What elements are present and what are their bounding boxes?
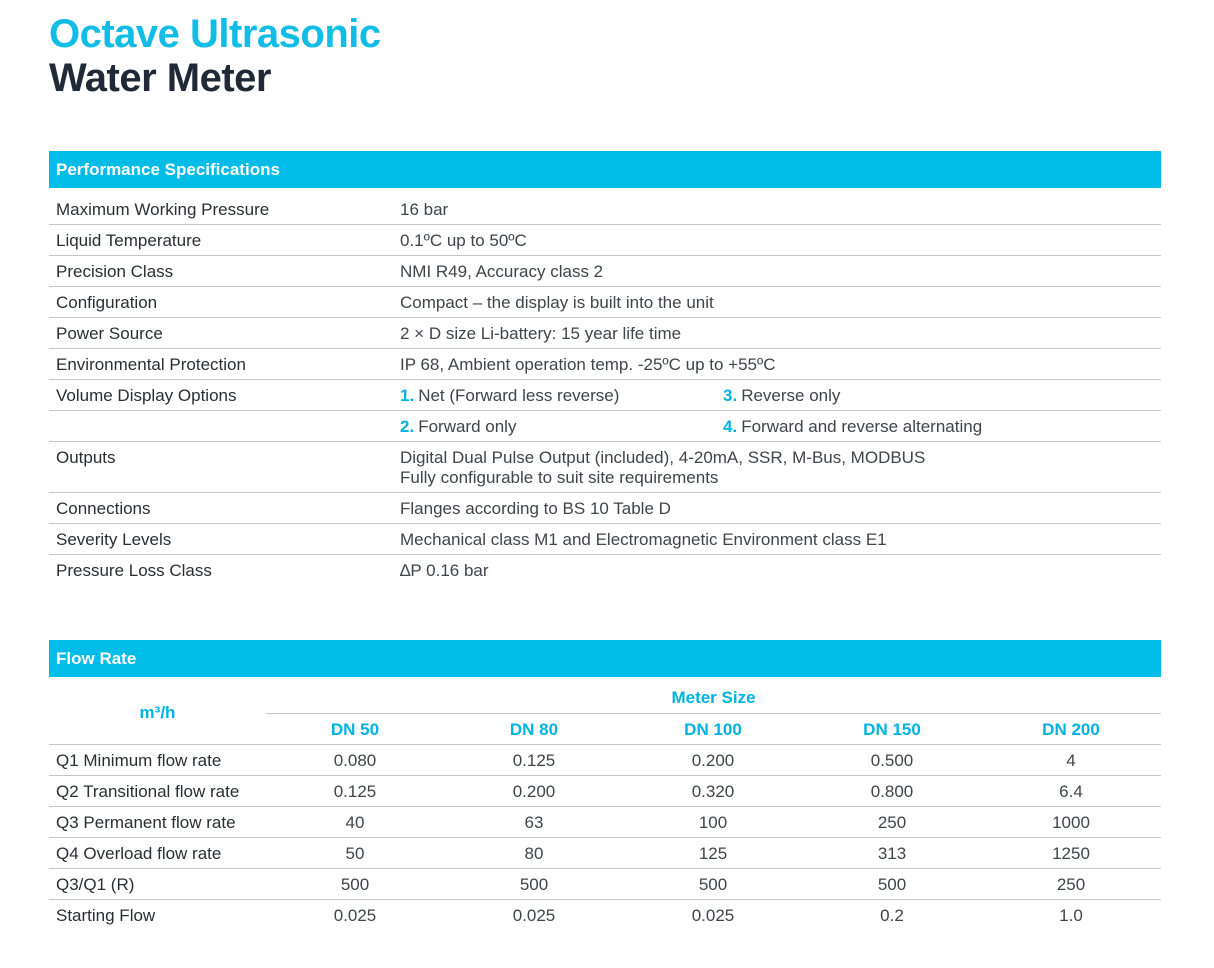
spec-label: Maximum Working Pressure <box>56 200 270 219</box>
flow-cell: 125 <box>698 844 728 863</box>
flow-cell: 0.320 <box>691 782 735 801</box>
option-text: Reverse only <box>741 386 841 405</box>
spec-row <box>49 524 1161 555</box>
flow-cell: 250 <box>1056 875 1086 894</box>
option-number: 3. <box>723 386 738 405</box>
flow-cell: 63 <box>524 813 544 832</box>
flow-row-label: Q3/Q1 (R) <box>56 875 135 894</box>
spec-value: 0.1ºC up to 50ºC <box>400 231 527 250</box>
spec-label: Connections <box>56 499 151 518</box>
flow-cell: 0.800 <box>870 782 914 801</box>
flow-cell: 100 <box>698 813 728 832</box>
spec-label: Volume Display Options <box>56 386 237 405</box>
flow-cell: 1250 <box>1052 844 1090 863</box>
spec-row <box>49 318 1161 349</box>
spec-value: 2 × D size Li-battery: 15 year life time <box>400 324 682 343</box>
flow-cell: 1000 <box>1052 813 1090 832</box>
flow-cell: 0.125 <box>333 782 377 801</box>
volume-display-row-1 <box>49 380 1161 411</box>
spec-label: Environmental Protection <box>56 355 246 374</box>
flow-cell: 0.025 <box>512 906 556 925</box>
spec-row <box>49 194 1161 225</box>
flow-cell: 0.125 <box>512 751 556 770</box>
column-header: DN 80 <box>509 720 559 739</box>
option-number: 4. <box>723 417 738 436</box>
flow-cell: 50 <box>345 844 365 863</box>
volume-option-2 <box>400 417 516 437</box>
flow-cell: 6.4 <box>1059 782 1083 801</box>
title-line-type: Water Meter <box>49 56 271 100</box>
spec-row <box>49 555 1161 585</box>
outputs-row <box>49 442 1161 493</box>
spec-value: NMI R49, Accuracy class 2 <box>400 262 604 281</box>
spec-label: Outputs <box>56 448 116 467</box>
spec-row <box>49 287 1161 318</box>
spec-row <box>49 225 1161 256</box>
spec-row <box>49 493 1161 524</box>
flow-cell: 40 <box>345 813 365 832</box>
column-header: DN 200 <box>1042 720 1100 739</box>
flow-cell: 0.080 <box>333 751 377 770</box>
outputs-line-2: Fully configurable to suit site requirements <box>400 468 719 487</box>
spec-value: Compact – the display is built into the unit <box>400 293 714 312</box>
volume-option-1 <box>400 386 619 406</box>
spec-row <box>49 256 1161 287</box>
spec-value: IP 68, Ambient operation temp. -25ºC up to +55ºC <box>400 355 776 374</box>
page-title <box>49 12 381 100</box>
flow-row-label: Q2 Transitional flow rate <box>56 782 240 801</box>
flow-cell: 0.500 <box>870 751 914 770</box>
flow-cell: 0.025 <box>333 906 377 925</box>
flow-cell: 0.200 <box>691 751 735 770</box>
flow-rate-section-header: Flow Rate <box>49 640 1161 677</box>
column-header: DN 150 <box>863 720 921 739</box>
column-header: DN 100 <box>684 720 742 739</box>
flow-cell: 0.2 <box>880 906 904 925</box>
flow-cell: 500 <box>698 875 728 894</box>
title-line-product: Octave Ultrasonic <box>49 12 381 56</box>
flow-row-label: Starting Flow <box>56 906 156 925</box>
option-text: Forward only <box>418 417 517 436</box>
spec-value: 16 bar <box>400 200 449 219</box>
table-row <box>49 745 1161 776</box>
flow-cell: 250 <box>877 813 907 832</box>
flow-cell: 80 <box>524 844 544 863</box>
option-number: 1. <box>400 386 415 405</box>
flow-cell: 4 <box>1066 751 1076 770</box>
column-header: DN 50 <box>330 720 380 739</box>
volume-display-row-2 <box>49 411 1161 442</box>
volume-option-4 <box>723 417 982 437</box>
spec-row <box>49 349 1161 380</box>
table-row <box>49 869 1161 900</box>
flow-cell: 0.025 <box>691 906 735 925</box>
option-text: Forward and reverse alternating <box>741 417 983 436</box>
spec-value <box>400 448 925 488</box>
meter-size-header: Meter Size <box>671 688 756 707</box>
flow-row-label: Q1 Minimum flow rate <box>56 751 222 770</box>
spec-label: Precision Class <box>56 262 174 281</box>
performance-section-header: Performance Specifications <box>49 151 1161 188</box>
option-number: 2. <box>400 417 415 436</box>
table-row <box>49 838 1161 869</box>
spec-value: Flanges according to BS 10 Table D <box>400 499 671 518</box>
flow-cell: 500 <box>877 875 907 894</box>
spec-label: Configuration <box>56 293 158 312</box>
spec-label: Liquid Temperature <box>56 231 202 250</box>
performance-spec-table <box>49 194 1161 585</box>
unit-header: m³/h <box>139 703 176 722</box>
spec-value: Mechanical class M1 and Electromagnetic Environment class E1 <box>400 530 887 549</box>
outputs-line-1: Digital Dual Pulse Output (included), 4-20mA, SSR, M-Bus, MODBUS <box>400 448 926 467</box>
flow-row-label: Q3 Permanent flow rate <box>56 813 236 832</box>
flow-cell: 0.200 <box>512 782 556 801</box>
volume-option-3 <box>723 386 840 406</box>
spec-label: Severity Levels <box>56 530 172 549</box>
spec-value: ∆P 0.16 bar <box>400 561 489 580</box>
flow-cell: 1.0 <box>1059 906 1083 925</box>
table-row <box>49 776 1161 807</box>
flow-cell: 500 <box>340 875 370 894</box>
table-row <box>49 900 1161 930</box>
table-row <box>49 807 1161 838</box>
flow-cell: 313 <box>877 844 907 863</box>
flow-rate-rows <box>49 745 1161 930</box>
flow-cell: 500 <box>519 875 549 894</box>
spec-label: Power Source <box>56 324 163 343</box>
option-text: Net (Forward less reverse) <box>418 386 620 405</box>
spec-label: Pressure Loss Class <box>56 561 212 580</box>
meter-size-columns <box>49 714 1161 745</box>
flow-row-label: Q4 Overload flow rate <box>56 844 222 863</box>
